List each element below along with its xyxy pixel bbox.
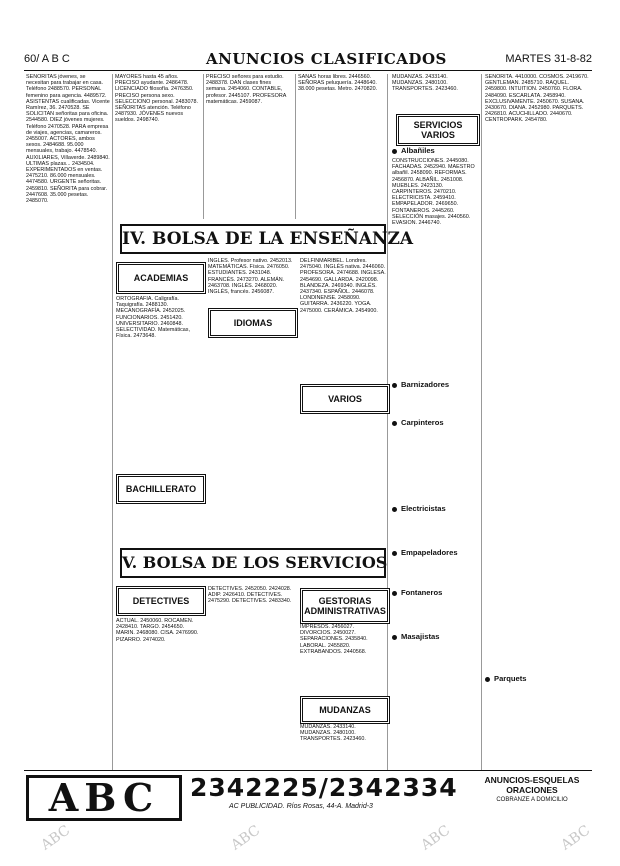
classified-text: ACTUAL. 2450060. ROCAMEN. 2428410. TARGO. 2454650. MARIN. 2468080. CISA. 2476990. PIZARRO. 2474020. [116, 618, 199, 643]
watermark: ABC [418, 822, 454, 854]
idiomas-listing-top [208, 258, 294, 302]
page-date: MARTES 31-8-82 [505, 53, 592, 65]
page-title: ANUNCIOS CLASIFICADOS [206, 50, 447, 68]
section-carpinteros [392, 418, 444, 427]
section-label: Carpinteros [401, 418, 444, 427]
academias-listing [116, 296, 202, 456]
section-parquets [485, 674, 527, 683]
detectives-listing-2 [208, 586, 294, 764]
classified-text: PRECISO señores para estudio. 2488378. DAN clases fines semana. 2454060. CONTABLE, profesor. 2445107. PROFESORA matemáticas. 2459087. [206, 74, 287, 105]
column-divider [481, 74, 482, 770]
bullet-icon [392, 635, 397, 640]
advert-announce: ANUNCIOS-ESQUELAS ORACIONES [484, 775, 580, 795]
column-divider [387, 74, 388, 770]
category-box-idiomas: IDIOMAS [208, 308, 298, 338]
section-label: Masajistas [401, 632, 440, 641]
category-box-varios: VARIOS [300, 384, 390, 414]
classified-text: SEÑORITAS jóvenes, se necesitan para trabajar en casa. Teléfono 2488570. PERSONAL femenino para agencia. 4489572. ASISTENTAS cualificadas. Vicente Ramírez, 36. 2470528. SE SOLICITAN señoritas para oficina. 2544580. DIEZ jóvenes mujeres. Teléfono 2470528. PARA empresa de viajes, agencias, camareros. 2455007. ACTORES, ambos sexos. 2484688. 95.000 mensuales, trabajo. 4478540. AUXILIARES, Villaverde. 2489840. ULTIMAS plazas... 2434504. EXPERIMENTADOS en ventas. 2475210. 86.000 mensuales. 4474580. URGENTE señoritas. 2459810. SEÑORITA para cobrar. 2447608. 35.000 pesetas. 2485070. [26, 74, 110, 205]
classified-column-3 [206, 74, 292, 214]
category-box-academias: ACADEMIAS [116, 262, 206, 294]
section-label: Electricistas [401, 504, 446, 513]
classified-text: MUDANZAS. 2433140. MUDANZAS. 2480100. TRANSPORTES. 2423460. [392, 74, 458, 93]
classified-text: INGLÉS. Profesor nativo. 2452013. MATEMÁTICAS. Física. 2476050. ESTUDIANTES. 2431048. FRANCÉS. 2473270. ALEMÁN. 2463708. INGLÉS. 2468020. INGLÉS, francés. 2456087. [208, 258, 293, 296]
section-label: Fontaneros [401, 588, 443, 597]
bullet-icon [392, 507, 397, 512]
classified-text: IMPRESOS. 2456027. DIVORCIOS. 2450027. SEPARACIONES. 2435840. LABORAL. 2455820. EXTRABANDOS. 2440568. [300, 624, 368, 655]
bullet-icon [392, 383, 397, 388]
bullet-icon [485, 677, 490, 682]
bullet-icon [392, 551, 397, 556]
section-label: Empapeladores [401, 548, 458, 557]
classified-text: DETECTIVES. 2452050. 2424028. ADIP. 2426410. DETECTIVES. 2475290. DETECTIVES. 2483340. [208, 586, 292, 605]
page-header [24, 50, 592, 71]
section-empapeladores [392, 548, 458, 557]
gestorias-listing [300, 624, 386, 684]
section-label: Parquets [494, 674, 527, 683]
section-barnizadores [392, 380, 449, 389]
deleinma-listing [300, 258, 386, 378]
page-number: 60/ A B C [24, 53, 70, 65]
classified-column-1 [26, 74, 110, 764]
servicios-top-text [392, 74, 478, 110]
bullet-icon [392, 149, 397, 154]
watermark: ABC [228, 822, 264, 854]
watermark: ABC [38, 822, 74, 854]
section-label: Barnizadores [401, 380, 450, 389]
section-band-ensenanza: IV. BOLSA DE LA ENSEÑANZA [120, 224, 386, 254]
category-box-bachillerato: BACHILLERATO [116, 474, 206, 504]
classified-text: MUDANZAS. 2433140. MUDANZAS. 2480100. TRANSPORTES. 2423460. [300, 724, 366, 743]
classified-column-right [485, 74, 591, 692]
classified-column-2 [115, 74, 201, 214]
watermark: ABC [558, 822, 594, 854]
category-box-servicios-varios: SERVICIOS VARIOS [396, 114, 480, 146]
classified-text: MAYORES hasta 45 años. PRECISO ayudante. 2486478. LICENCIADO filosofía. 2476350. PRECISO persona sexo. SELECCIONO personal. 2483078. SEÑORITAS atención. Teléfono 2487930. JÓVENES nuevos sueldos. 2498740. [115, 74, 199, 124]
mudanzas-listing [300, 724, 386, 764]
abc-logo: ABC [26, 775, 182, 821]
classified-column-4 [298, 74, 384, 214]
footer-advert [24, 770, 592, 819]
servicios-varios-listing [392, 158, 478, 374]
classified-text: SEÑORITA. 4410000. COSMOS. 2419670. GENTLEMAN. 2485710. RAQUEL. 2459800. INTUITION. 2450760. FLORA. 2484090. ESCARLATA. 2458940. EXCLUSIVAMENTE. 2450670. SUSANA. 2430670. DIANA. 2452980. PARQUETS. 2426810. ACUCHILLADO. 2440670. CENTROPARK. 2454780. [485, 74, 589, 124]
classified-text: ORTOGRAFÍA. Caligrafía. Taquigrafía. 2488130. MECANOGRAFÍA. 2452025. FUNCIONARIOS. 2451420. UNIVERSITARIO. 2460848. SELECTIVIDAD. Matemáticas, Física. 2473648. [116, 296, 190, 340]
classified-text: DELFÍNMARIBEL. Londres. 2475040. INGLÉS nativa. 2446060. PROFESORA. 2474688. INGLESA. 2454690. GALLARDA. 2420098. BLANDEZA. 2469340. INGLÉS. 2437340. ESPAÑOL. 2446078. LONDINENSE. 2458090. GUITARRA. 2436220. YOGA. 2475000. CERÁMICA. 2454900. [300, 258, 386, 314]
section-fontaneros [392, 588, 442, 597]
section-albaniles [392, 146, 435, 155]
advert-collect: COBRANZE A DOMICILIO [496, 797, 568, 803]
column-divider [295, 74, 296, 219]
section-band-servicios: V. BOLSA DE LOS SERVICIOS [120, 548, 386, 578]
classified-text: SANAS horas libres. 2446560. SEÑORAS peluquería. 2448640. 38.000 pesetas. Metro. 2470820. [298, 74, 378, 93]
section-masajistas [392, 632, 439, 641]
bullet-icon [392, 421, 397, 426]
category-box-detectives: DETECTIVES [116, 586, 206, 616]
advert-phone: 2342225/2342334 [190, 773, 458, 802]
bullet-icon [392, 591, 397, 596]
section-electricistas [392, 504, 446, 513]
advert-agency: AC PUBLICIDAD. Ríos Rosas, 44-A. Madrid-3 [229, 803, 373, 810]
section-label: Albañiles [401, 146, 435, 155]
category-box-gestorias: GESTORIAS ADMINISTRATIVAS [300, 588, 390, 624]
classified-text: CONSTRUCCIONES. 2445080. FACHADAS. 2452940. MAESTRO albañil. 2458090. REFORMAS. 2456870. ALBAÑIL. 2451008. MUEBLES. 2423130. CARPINTEROS. 2470210. ELECTRICISTA. 2459410. EMPAPELADOR. 2469650. FONTANEROS. 2445260. SELECCIÓN masajes. 2440560. EVASION. 2446740. [392, 158, 475, 227]
column-divider [112, 74, 113, 770]
column-divider [203, 74, 204, 219]
detectives-listing [116, 618, 202, 764]
category-box-mudanzas: MUDANZAS [300, 696, 390, 724]
